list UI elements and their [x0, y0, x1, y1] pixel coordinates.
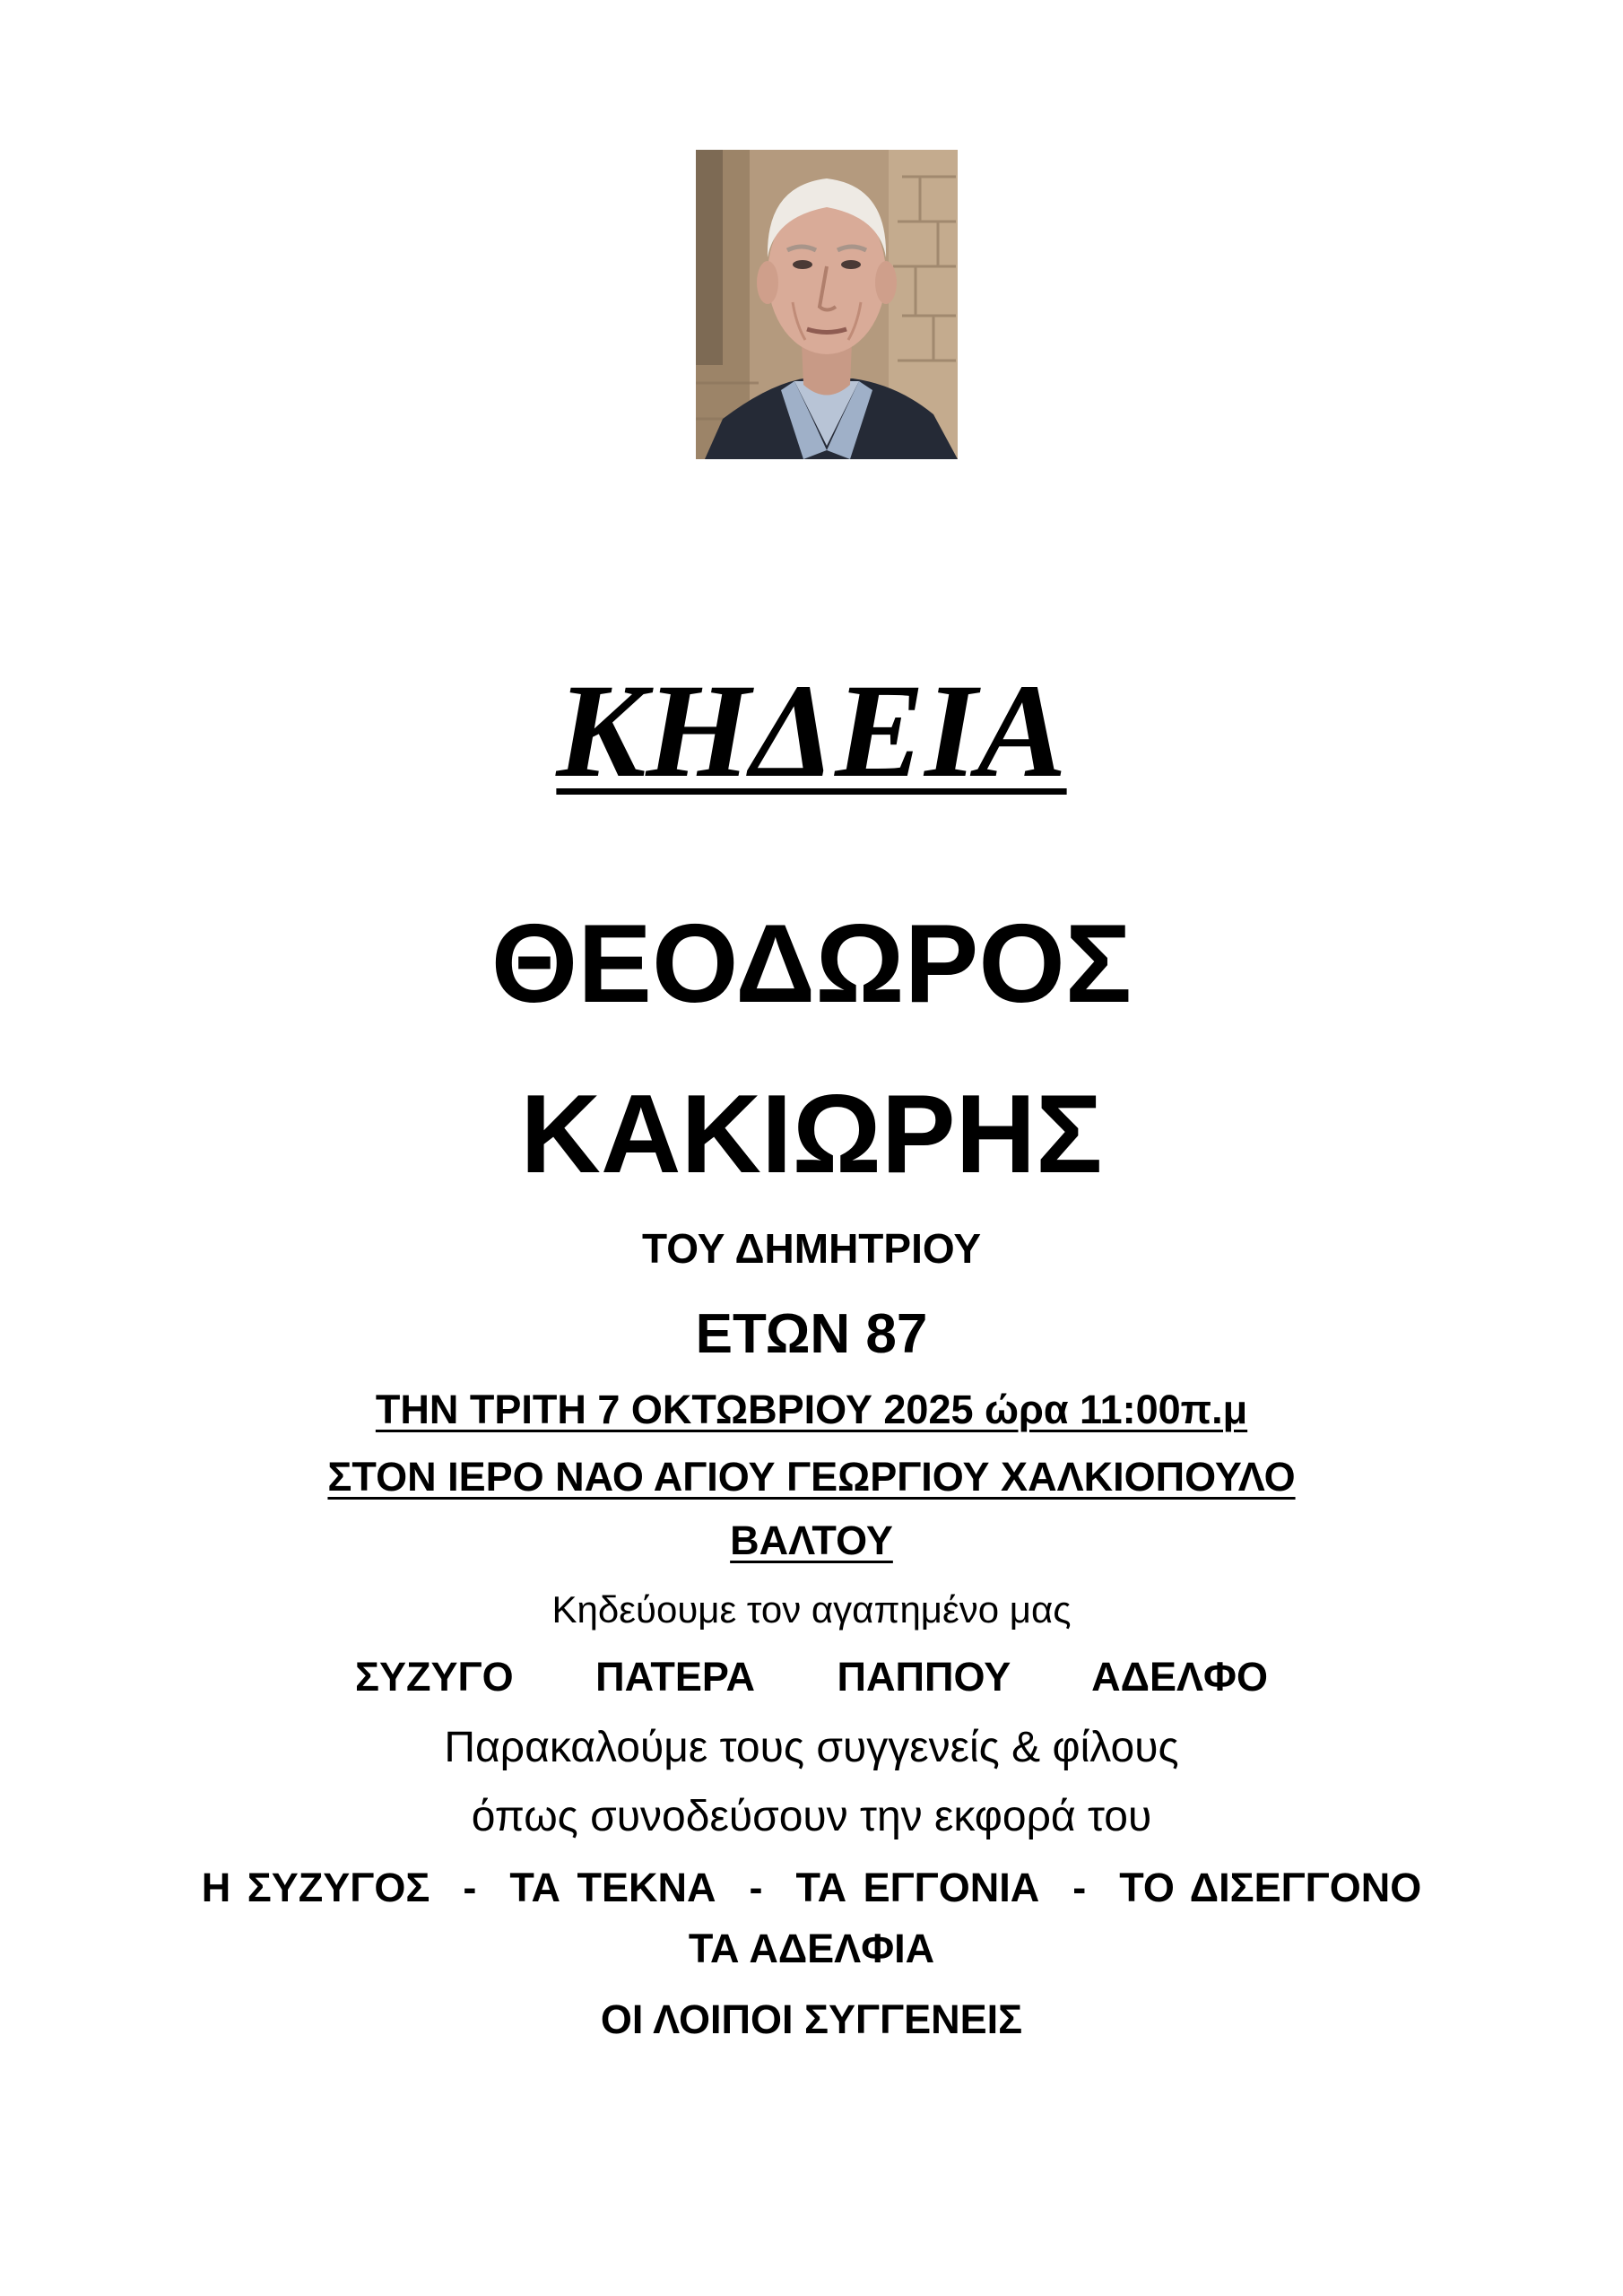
relations-text: ΣΥΖΥΓΟ ΠΑΤΕΡΑ ΠΑΠΠΟΥ ΑΔΕΛΦΟ: [355, 1654, 1268, 1700]
funeral-church-line2: ΒΑΛΤΟΥ: [730, 1518, 893, 1563]
deceased-last-name: ΚΑΚΙΩΡΗΣ: [520, 1073, 1103, 1196]
invitation-line2: όπως συνοδεύσουν την εκφορά του: [471, 1793, 1152, 1840]
notice-title: ΚΗΔΕΙΑ: [556, 657, 1067, 805]
invitation-line1: Παρακαλούμε τους συγγενείς & φίλους: [444, 1724, 1179, 1771]
funeral-date-time: ΤΗΝ ΤΡΙΤΗ 7 ΟΚΤΩΒΡΙΟΥ 2025 ώρα 11:00π.μ: [375, 1387, 1248, 1432]
family-line1: Η ΣΥΖΥΓΟΣ - ΤΑ ΤΕΚΝΑ - ΤΑ ΕΓΓΟΝΙΑ - ΤΟ ΔΙΣΕΓΓΟΝΟ: [201, 1865, 1422, 1910]
intro-text: Κηδεύουμε τον αγαπημένο μας: [551, 1588, 1072, 1631]
deceased-age: ΕΤΩΝ 87: [695, 1303, 928, 1365]
deceased-first-name: ΘΕΟΔΩΡΟΣ: [490, 902, 1133, 1026]
family-line3: ΟΙ ΛΟΙΠΟΙ ΣΥΓΓΕΝΕΙΣ: [600, 1996, 1023, 2042]
funeral-church-line1: ΣΤΟΝ ΙΕΡΟ ΝΑΟ ΑΓΙΟΥ ΓΕΩΡΓΙΟΥ ΧΑΛΚΙΟΠΟΥΛΟ: [327, 1454, 1296, 1500]
deceased-portrait-photo: [696, 150, 958, 459]
elderly-man-photo-icon: [696, 150, 958, 459]
father-name: ΤΟΥ ΔΗΜΗΤΡΙΟΥ: [641, 1225, 982, 1272]
family-line2: ΤΑ ΑΔΕΛΦΙΑ: [688, 1926, 935, 1971]
